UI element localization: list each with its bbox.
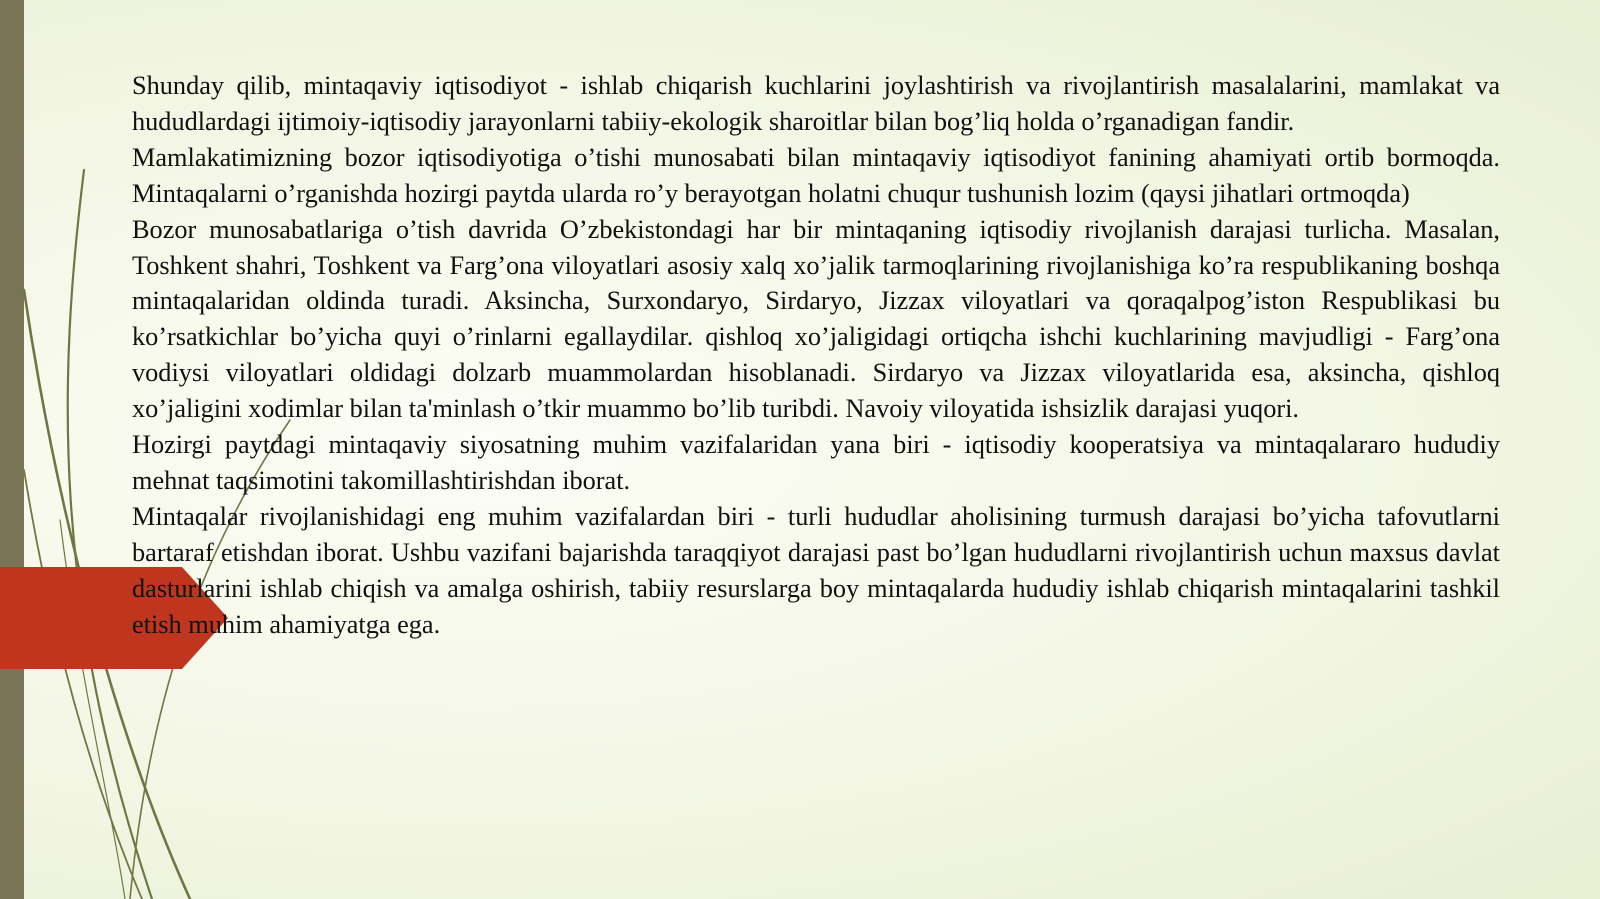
paragraph-5: Mintaqalar rivojlanishidagi eng muhim vazifalardan biri - turli hududlar aholisining turmush darajasi bo’yicha tafovutlarni bartaraf etishdan iborat. Ushbu vazifani bajarishda taraqqiyot darajasi past bo’lgan hududlarni rivojlantirish uchun maxsus davlat dasturlarini ishlab chiqish va amalga oshirish, tabiiy resurslarga boy mintaqalarda hududiy ishlab chiqarish mintaqalarini tashkil etish muhim ahamiyatga ega. [132, 501, 1500, 639]
paragraph-1: Shunday qilib, mintaqaviy iqtisodiyot - ishlab chiqarish kuchlarini joylashtirish va rivojlantirish masalalarini, mamlakat va hududlardagi ijtimoiy-iqtisodiy jarayonlarni tabiiy-ekologik sharoitlar bilan bog’liq holda o’rganadigan fandir. [132, 71, 1500, 136]
slide-body-text [132, 68, 1500, 643]
paragraph-2: Mamlakatimizning bozor iqtisodiyotiga o’tishi munosabati bilan mintaqaviy iqtisodiyot fanining ahamiyati ortib bormoqda. Mintaqalarni o’rganishda hozirgi paytda ularda ro’y berayotgan holatni chuqur tushunish lozim (qaysi jihatlari ortmoqda) [132, 142, 1500, 208]
curve-line-3 [24, 470, 142, 899]
paragraph-3: Bozor munosabatlariga o’tish davrida O’zbekistondagi har bir mintaqaning iqtisodiy rivojlanish darajasi turlicha. Masalan, Toshkent shahri, Toshkent va Farg’ona viloyatlari asosiy xalq xo’jalik tarmoqlarining rivojlanishiga ko’ra respublikaning boshqa mintaqalaridan oldinda turadi. Aksincha, Surxondaryo, Sirdaryo, Jizzax viloyatlari va qoraqalpog’iston Respublikasi bu ko’rsatkichlar bo’yicha quyi o’rinlarni egallaydilar. qishloq xo’jaligidagi ortiqcha ishchi kuchlarining mavjudligi - Farg’ona vodiysi viloyatlari oldidagi dolzarb muammolardan hisoblanadi. Sirdaryo va Jizzax viloyatlarida esa, aksincha, qishloq xo’jaligini xodimlar bilan ta'minlash o’tkir muammo bo’lib turibdi. Navoiy viloyatida ishsizlik darajasi yuqori. [132, 214, 1500, 424]
left-side-bar [0, 0, 24, 899]
paragraph-4: Hozirgi paytdagi mintaqaviy siyosatning muhim vazifalaridan yana biri - iqtisodiy kooperatsiya va mintaqalararo hududiy mehnat taqsimotini takomillashtirishdan iborat. [132, 430, 1500, 495]
